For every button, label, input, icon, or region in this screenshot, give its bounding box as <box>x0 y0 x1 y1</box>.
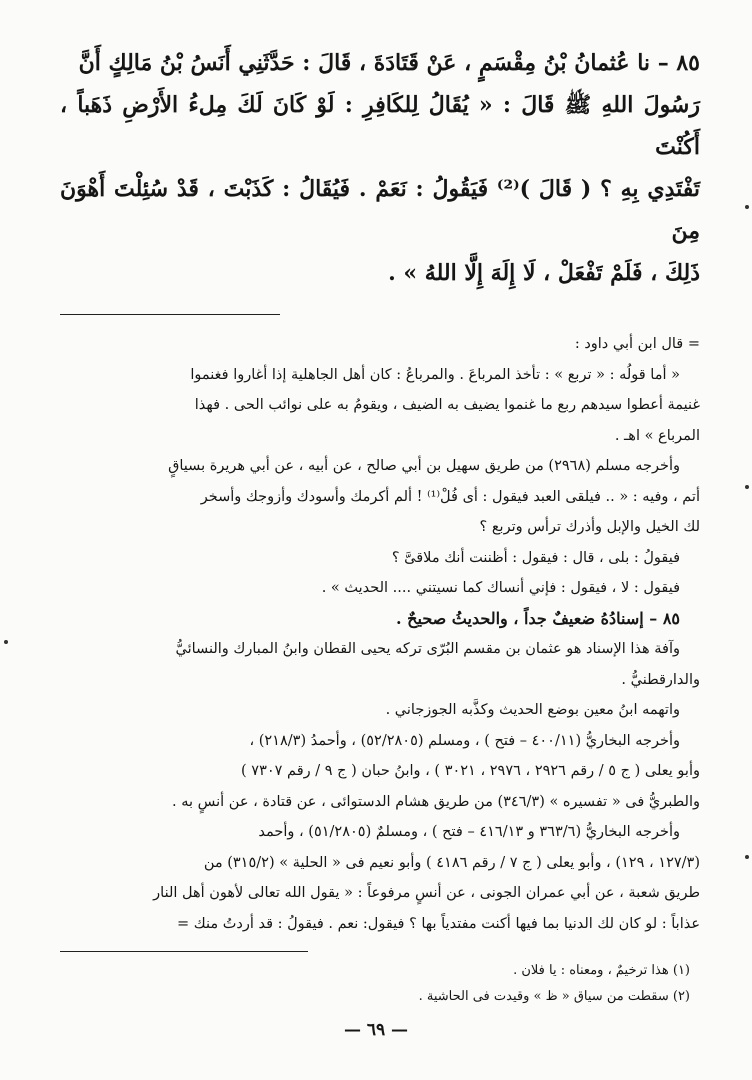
commentary-line: وأخرجه مسلم (٢٩٦٨) من طريق سهيل بن أبي صالح ، عن أبيه ، عن أبي هريرة بسياقٍ <box>168 458 680 474</box>
footnote-1: (١) هذا ترخيمٌ ، ومعناه : يا فلان . <box>513 963 690 978</box>
hadith-line: رَسُولَ اللهِ ﷺ قَالَ : « يُقَالُ لِلكَافِرِ : لَوْ كَانَ لَكَ مِلءُ الأَرْضِ ذَهَباً ، أَكُنْتَ <box>60 92 700 160</box>
page-number: — ٦٩ — <box>343 1020 409 1040</box>
commentary-line: = قال ابن أبي داود : <box>574 336 700 352</box>
commentary-line: وآفة هذا الإسناد هو عثمان بن مقسم البُرّى تركه يحيى القطان وابنُ المبارك والنسائيُّ <box>175 641 680 657</box>
commentary-line: طريق شعبة ، عن أبي عمران الجونى ، عن أنسٍ مرفوعاً : « يقول الله تعالى لأهون أهل النار <box>153 885 700 901</box>
commentary-line: لك الخيل والإبل وأذرك ترأس وتربع ؟ <box>479 519 700 535</box>
margin-mark <box>745 485 749 489</box>
commentary-line: غنيمة أعطوا سيدهم ربع ما غنموا يضيف به الضيف ، ويقومُ به على نوائب الحى . فهذا <box>194 397 700 413</box>
commentary-line: « أما قولُه : « تربع » : تأخذ المرباعَ . والمرباعُ : كان أهل الجاهلية إذا أغاروا فغنموا <box>190 366 680 383</box>
commentary-line: فيقولُ : بلى ، قال : فيقول : أظننت أنك ملاقىَّ ؟ <box>391 549 680 566</box>
commentary-line: عذاباً : لو كان لك الدنيا بما فيها أكنت مفتدياً بها ؟ فيقول: نعم . فيقولُ : قد أردتُ منك = <box>177 915 700 932</box>
footnote-separator-rule <box>60 951 308 952</box>
footnote-2: (٢) سقطت من سياق « ظ » وقيدت فى الحاشية . <box>418 989 690 1004</box>
commentary-line: وأبو يعلى ( ج ٥ / رقم ٢٩٢٦ ، ٢٩٧٦ ، ٣٠٢١ ) ، وابنُ حبان ( ج ٩ / رقم ٧٣٠٧ ) <box>241 763 700 779</box>
hadith-text <box>60 42 700 294</box>
commentary-line: فيقول : لا ، فيقول : فإني أنساك كما نسيتني .... الحديث » . <box>321 580 680 596</box>
hadith-line: ٨٥ – نا عُثمانُ بْنُ مِقْسَمٍ ، عَنْ قَتَادَةَ ، قَالَ : حَدَّثَنِي أَنَسُ بْنُ مَالِكٍ أَنَّ <box>78 50 700 76</box>
commentary-line: وأخرجه البخاريُّ (٣٦٣/٦ و ٤١٦/١٣ – فتح ) ، ومسلمٌ (٥١/٢٨٠٥) ، وأحمد <box>258 824 680 840</box>
footnotes <box>60 958 700 1010</box>
margin-mark <box>4 640 8 644</box>
margin-mark <box>745 855 749 859</box>
commentary-section <box>60 329 700 939</box>
commentary-line: والدارقطنيُّ . <box>621 671 700 688</box>
commentary-line: (١٢٧/٣ ، ١٢٩) ، وأبو يعلى ( ج ٧ / رقم ٤١٨٦ ) وأبو نعيم فى « الحلية » (٣١٥/٢) من <box>203 854 700 871</box>
hadith-separator-rule <box>60 314 280 315</box>
hadith-line: تَفْتَدِي بِهِ ؟ ( قَالَ )⁽²⁾ فَيَقُولُ : نَعَمْ . فَيُقَالُ : كَذَبْتَ ، قَدْ سُئِلْتَ أَهْوَنَ مِنَ <box>60 176 701 244</box>
commentary-line: أتم ، وفيه : « .. فيلقى العبد فيقول : أى فُلْ⁽¹⁾ ! ألم أكرمك وأسودك وأزوجك وأسخر <box>200 488 700 505</box>
hadith-line: ذَلِكَ ، فَلَمْ تَفْعَلْ ، لَا إِلَهَ إِلَّا اللهُ » . <box>388 260 700 286</box>
commentary-line: المرباع » اهـ . <box>614 427 700 444</box>
commentary-line: وأخرجه البخاريُّ (٤٠٠/١١ – فتح ) ، ومسلم (٥٢/٢٨٠٥) ، وأحمدُ (٢١٨/٣) ، <box>249 732 680 749</box>
commentary-line: واتهمه ابنُ معين بوضع الحديث وكذَّبه الجوزجاني . <box>385 702 680 718</box>
commentary-line: والطبريُّ فى « تفسيره » (٣٤٦/٣) من طريق هشام الدستوائى ، عن قتادة ، عن أنسٍ به . <box>172 793 700 810</box>
commentary-line: ٨٥ – إسنادُهُ ضعيفٌ جداً ، والحديثُ صحيحٌ . <box>396 608 680 628</box>
margin-mark <box>745 205 749 209</box>
